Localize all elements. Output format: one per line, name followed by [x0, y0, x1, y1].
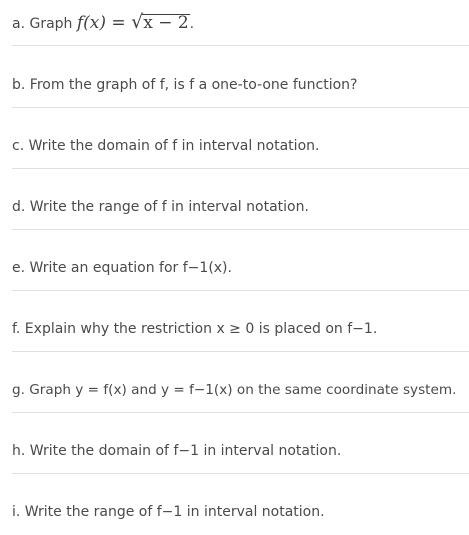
question-h-text: h. Write the domain of f−1 in interval notation. — [12, 443, 342, 459]
divider — [12, 473, 469, 474]
question-e-text: e. Write an equation for f−1(x). — [12, 260, 232, 276]
question-b-text: b. From the graph of f, is f a one-to-one function? — [12, 77, 358, 93]
question-c-text: c. Write the domain of f in interval notation. — [12, 138, 320, 154]
divider — [12, 412, 469, 413]
divider — [12, 168, 469, 169]
formula-lhs: f(x) — [76, 13, 107, 33]
question-i-text: i. Write the range of f−1 in interval notation. — [12, 504, 325, 520]
formula-radicand: x − 2 — [143, 13, 189, 33]
divider — [12, 351, 469, 352]
question-a-prefix: a. Graph — [12, 16, 77, 32]
divider — [12, 290, 469, 291]
divider — [12, 107, 469, 108]
question-a-suffix: . — [189, 16, 195, 32]
formula-equals: = — [106, 13, 132, 33]
question-d-text: d. Write the range of f in interval notation. — [12, 199, 309, 215]
question-f-text: f. Explain why the restriction x ≥ 0 is placed on f−1. — [12, 321, 378, 337]
question-g-text: g. Graph y = f(x) and y = f−1(x) on the same coordinate system. — [12, 382, 457, 398]
radical-icon: √ — [131, 11, 144, 33]
divider — [12, 229, 469, 230]
